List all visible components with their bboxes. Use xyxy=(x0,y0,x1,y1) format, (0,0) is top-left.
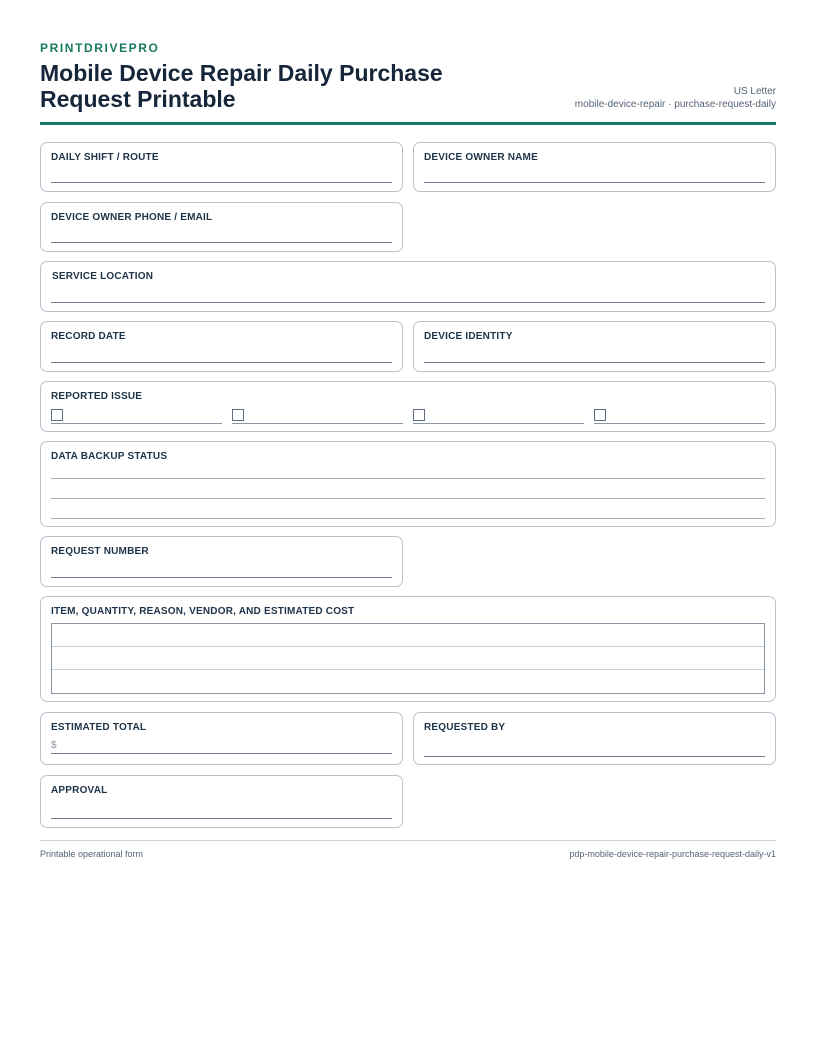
items-table-label: ITEM, QUANTITY, REASON, VENDOR, AND ESTIMATED COST xyxy=(51,606,355,617)
document-meta xyxy=(575,85,776,111)
request-number-label: REQUEST NUMBER xyxy=(51,546,149,557)
reported-issue-options xyxy=(51,408,765,424)
requested-by-field xyxy=(413,712,776,765)
checkbox-icon[interactable] xyxy=(594,409,606,421)
device-owner-contact-label: DEVICE OWNER PHONE / EMAIL xyxy=(51,212,213,223)
form-page xyxy=(40,0,776,1056)
requested-by-input[interactable] xyxy=(424,756,765,757)
data-backup-status-field xyxy=(40,441,776,527)
header-rule xyxy=(40,122,776,125)
table-row[interactable] xyxy=(52,624,764,647)
items-table xyxy=(51,623,765,694)
approval-field xyxy=(40,775,403,828)
footer-right: pdp-mobile-device-repair-purchase-request-daily-v1 xyxy=(569,849,776,859)
table-row[interactable] xyxy=(52,647,764,670)
estimated-total-input[interactable] xyxy=(51,753,392,754)
approval-input[interactable] xyxy=(51,818,392,819)
requested-by-label: REQUESTED BY xyxy=(424,722,506,733)
currency-symbol: $ xyxy=(51,740,57,751)
request-number-field xyxy=(40,536,403,587)
reported-issue-label: REPORTED ISSUE xyxy=(51,391,143,402)
reported-issue-option[interactable] xyxy=(413,408,584,424)
data-backup-status-label: DATA BACKUP STATUS xyxy=(51,451,168,462)
brand-name: PRINTDRIVEPRO xyxy=(40,41,160,55)
device-owner-name-field xyxy=(413,142,776,192)
request-number-input[interactable] xyxy=(51,577,392,578)
daily-shift-route-field xyxy=(40,142,403,192)
reported-issue-field xyxy=(40,381,776,432)
service-location-label: SERVICE LOCATION xyxy=(52,271,154,282)
page-title: Mobile Device Repair Daily Purchase Request Printable xyxy=(40,60,443,112)
service-location-field xyxy=(40,261,776,312)
checkbox-icon[interactable] xyxy=(51,409,63,421)
table-row[interactable] xyxy=(52,670,764,693)
device-owner-name-label: DEVICE OWNER NAME xyxy=(424,152,538,163)
document-slug: mobile-device-repair · purchase-request-daily xyxy=(574,99,776,110)
paper-size: US Letter xyxy=(733,86,776,97)
approval-label: APPROVAL xyxy=(51,785,108,796)
device-owner-contact-input[interactable] xyxy=(51,242,392,243)
estimated-total-label: ESTIMATED TOTAL xyxy=(51,722,147,733)
checkbox-icon[interactable] xyxy=(232,409,244,421)
reported-issue-option[interactable] xyxy=(51,408,222,424)
device-owner-contact-field xyxy=(40,202,403,252)
footer-left: Printable operational form xyxy=(40,849,144,859)
data-backup-status-line[interactable] xyxy=(51,478,765,479)
record-date-label: RECORD DATE xyxy=(51,331,126,342)
checkbox-icon[interactable] xyxy=(413,409,425,421)
record-date-input[interactable] xyxy=(51,362,392,363)
daily-shift-route-input[interactable] xyxy=(51,182,392,183)
data-backup-status-line[interactable] xyxy=(51,498,765,499)
reported-issue-option[interactable] xyxy=(232,408,403,424)
estimated-total-field xyxy=(40,712,403,765)
daily-shift-route-label: DAILY SHIFT / ROUTE xyxy=(51,152,159,163)
footer-rule xyxy=(40,840,776,841)
items-table-field xyxy=(40,596,776,702)
device-identity-input[interactable] xyxy=(424,362,765,363)
data-backup-status-line[interactable] xyxy=(51,518,765,519)
reported-issue-option[interactable] xyxy=(594,408,765,424)
device-owner-name-input[interactable] xyxy=(424,182,765,183)
device-identity-field xyxy=(413,321,776,372)
service-location-input[interactable] xyxy=(51,302,765,303)
device-identity-label: DEVICE IDENTITY xyxy=(424,331,513,342)
record-date-field xyxy=(40,321,403,372)
